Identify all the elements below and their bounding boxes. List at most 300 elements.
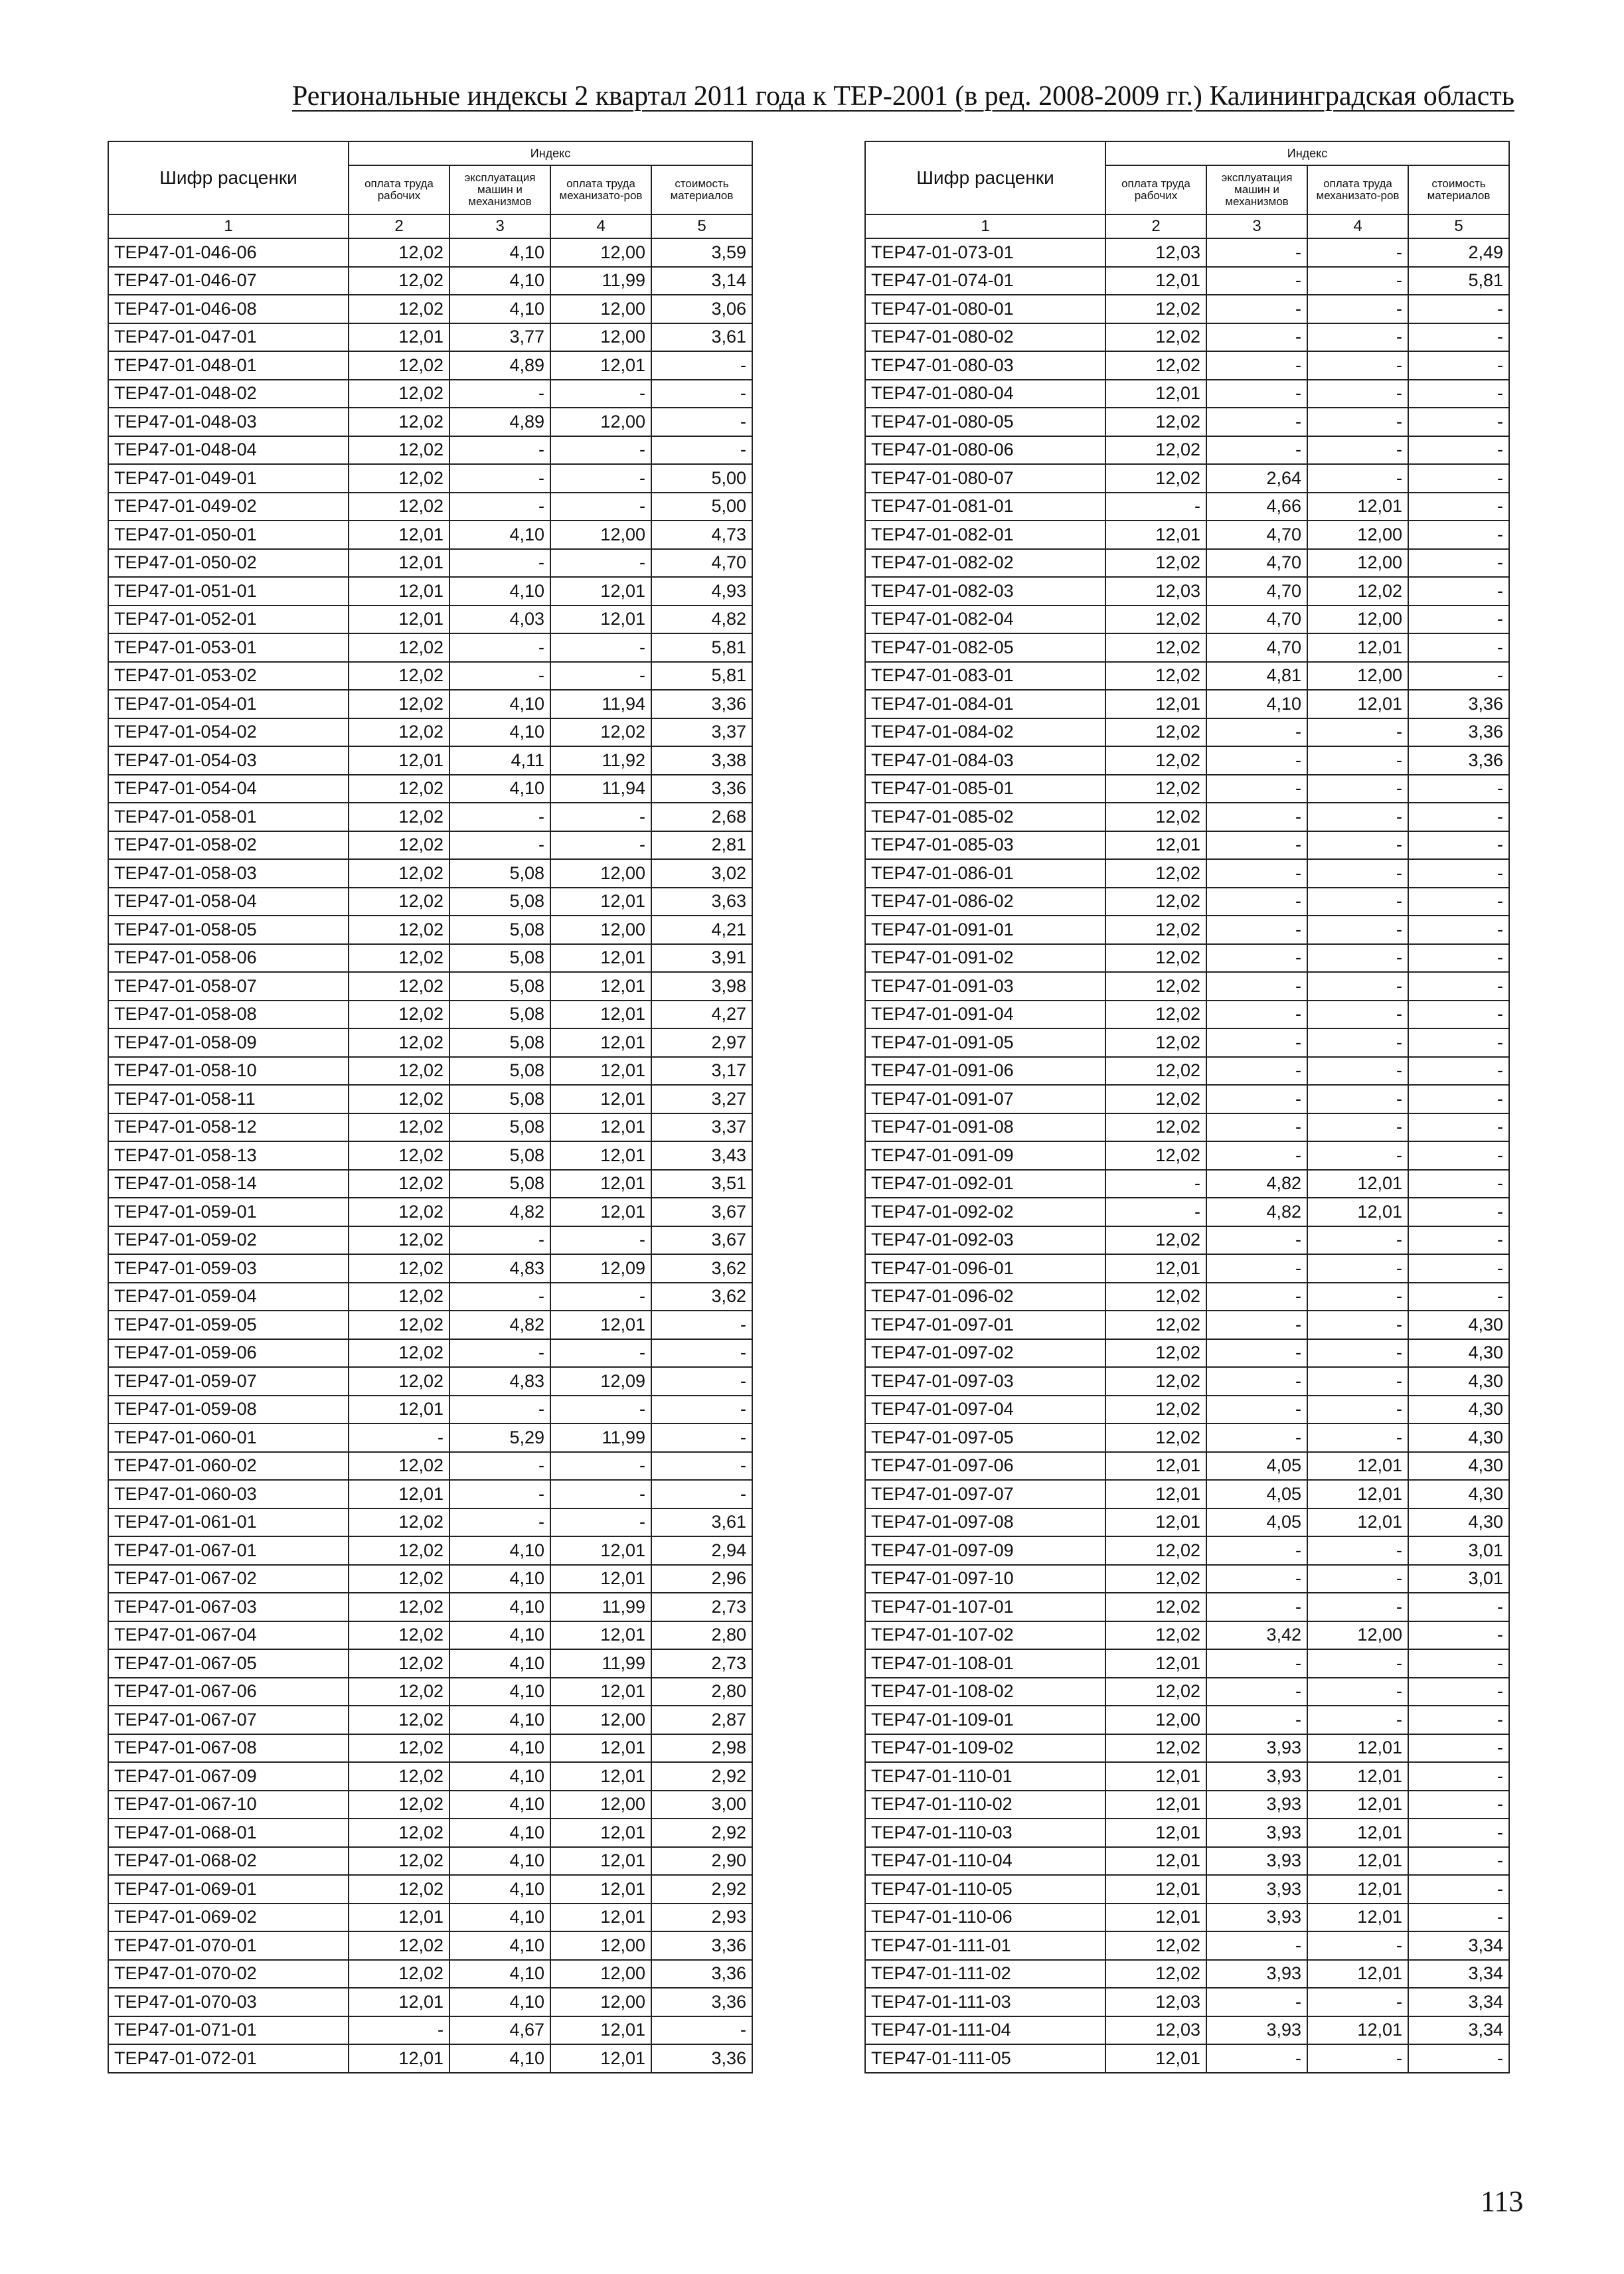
labor-index: 12,02 bbox=[1105, 408, 1206, 436]
mech-labor-index: 12,01 bbox=[550, 351, 651, 380]
rate-code: ТЕР47-01-110-03 bbox=[865, 1819, 1105, 1847]
rate-code: ТЕР47-01-110-04 bbox=[865, 1847, 1105, 1876]
materials-index: - bbox=[1408, 436, 1509, 465]
labor-index: 12,02 bbox=[1105, 1028, 1206, 1057]
header-labor: оплата труда рабочих bbox=[349, 165, 449, 214]
labor-index: 12,02 bbox=[349, 1170, 449, 1198]
machines-index: - bbox=[1206, 1931, 1307, 1960]
labor-index: 12,02 bbox=[349, 1113, 449, 1142]
rate-code: ТЕР47-01-067-09 bbox=[108, 1762, 349, 1791]
materials-index: - bbox=[1408, 1141, 1509, 1170]
rate-code: ТЕР47-01-091-01 bbox=[865, 916, 1105, 944]
table-row bbox=[108, 1536, 752, 1565]
rate-code: ТЕР47-01-059-02 bbox=[108, 1226, 349, 1255]
labor-index: 12,02 bbox=[1105, 1141, 1206, 1170]
machines-index: - bbox=[1206, 1311, 1307, 1339]
machines-index: - bbox=[1206, 1028, 1307, 1057]
labor-index: 12,02 bbox=[349, 408, 449, 436]
machines-index: 4,70 bbox=[1206, 606, 1307, 634]
machines-index: - bbox=[449, 1508, 550, 1537]
materials-index: 4,93 bbox=[651, 577, 752, 606]
labor-index: 12,02 bbox=[1105, 606, 1206, 634]
mech-labor-index: - bbox=[1307, 1649, 1408, 1678]
materials-index: 2,97 bbox=[651, 1028, 752, 1057]
mech-labor-index: 12,01 bbox=[550, 1678, 651, 1706]
rate-code: ТЕР47-01-059-05 bbox=[108, 1311, 349, 1339]
materials-index: 3,17 bbox=[651, 1057, 752, 1086]
materials-index: - bbox=[1408, 1085, 1509, 1113]
labor-index: 12,02 bbox=[1105, 1621, 1206, 1650]
machines-index: - bbox=[1206, 380, 1307, 408]
mech-labor-index: 12,01 bbox=[1307, 633, 1408, 662]
mech-labor-index: - bbox=[1307, 323, 1408, 352]
labor-index: 12,01 bbox=[1105, 1875, 1206, 1904]
materials-index: 3,36 bbox=[1408, 690, 1509, 718]
machines-index: - bbox=[1206, 238, 1307, 267]
labor-index: 12,02 bbox=[349, 1226, 449, 1255]
header-materials: стоимость материалов bbox=[1408, 165, 1509, 214]
machines-index: - bbox=[1206, 1396, 1307, 1424]
table-row bbox=[108, 803, 752, 831]
rate-code: ТЕР47-01-085-01 bbox=[865, 775, 1105, 803]
table-row bbox=[108, 1170, 752, 1198]
labor-index: 12,03 bbox=[1105, 577, 1206, 606]
materials-index: 3,63 bbox=[651, 888, 752, 916]
materials-index: 4,30 bbox=[1408, 1480, 1509, 1508]
mech-labor-index: - bbox=[1307, 1057, 1408, 1086]
machines-index: - bbox=[1206, 718, 1307, 747]
mech-labor-index: - bbox=[550, 803, 651, 831]
materials-index: - bbox=[1408, 1226, 1509, 1255]
column-number: 2 bbox=[349, 214, 449, 238]
labor-index: 12,02 bbox=[349, 972, 449, 1001]
machines-index: - bbox=[1206, 831, 1307, 860]
materials-index: - bbox=[1408, 493, 1509, 521]
machines-index: - bbox=[449, 380, 550, 408]
table-row bbox=[865, 1565, 1509, 1593]
materials-index: - bbox=[1408, 1113, 1509, 1142]
labor-index: 12,02 bbox=[1105, 1536, 1206, 1565]
table-row bbox=[865, 351, 1509, 380]
rate-code: ТЕР47-01-097-04 bbox=[865, 1396, 1105, 1424]
mech-labor-index: 12,01 bbox=[550, 1028, 651, 1057]
mech-labor-index: 12,01 bbox=[550, 2044, 651, 2073]
machines-index: - bbox=[1206, 1283, 1307, 1311]
machines-index: - bbox=[449, 493, 550, 521]
machines-index: 4,10 bbox=[449, 1875, 550, 1904]
rate-code: ТЕР47-01-060-02 bbox=[108, 1452, 349, 1481]
mech-labor-index: 11,94 bbox=[550, 690, 651, 718]
materials-index: - bbox=[1408, 606, 1509, 634]
labor-index: 12,02 bbox=[349, 1593, 449, 1621]
machines-index: 4,82 bbox=[1206, 1198, 1307, 1226]
materials-index: - bbox=[1408, 1254, 1509, 1283]
labor-index: 12,02 bbox=[349, 1452, 449, 1481]
labor-index: 12,01 bbox=[349, 521, 449, 549]
machines-index: - bbox=[1206, 1254, 1307, 1283]
rate-code: ТЕР47-01-058-06 bbox=[108, 944, 349, 973]
materials-index: - bbox=[1408, 1170, 1509, 1198]
labor-index: 12,02 bbox=[349, 1283, 449, 1311]
materials-index: 3,62 bbox=[651, 1254, 752, 1283]
materials-index: 3,67 bbox=[651, 1198, 752, 1226]
table-row bbox=[108, 1847, 752, 1876]
rate-code: ТЕР47-01-048-01 bbox=[108, 351, 349, 380]
mech-labor-index: 12,00 bbox=[550, 1960, 651, 1989]
labor-index: 12,02 bbox=[1105, 1593, 1206, 1621]
materials-index: 2,73 bbox=[651, 1649, 752, 1678]
mech-labor-index: - bbox=[1307, 1423, 1408, 1452]
machines-index: 4,10 bbox=[449, 1791, 550, 1819]
machines-index: - bbox=[449, 464, 550, 493]
rate-code: ТЕР47-01-050-02 bbox=[108, 549, 349, 578]
materials-index: - bbox=[1408, 775, 1509, 803]
machines-index: - bbox=[1206, 1001, 1307, 1029]
rate-code: ТЕР47-01-091-08 bbox=[865, 1113, 1105, 1142]
materials-index: - bbox=[1408, 1847, 1509, 1876]
table-row bbox=[108, 1028, 752, 1057]
materials-index: - bbox=[1408, 577, 1509, 606]
labor-index: 12,01 bbox=[1105, 267, 1206, 295]
table-row bbox=[865, 690, 1509, 718]
materials-index: - bbox=[1408, 662, 1509, 690]
mech-labor-index: 12,01 bbox=[1307, 1170, 1408, 1198]
machines-index: 4,05 bbox=[1206, 1508, 1307, 1537]
table-row bbox=[865, 1931, 1509, 1960]
mech-labor-index: 12,00 bbox=[1307, 549, 1408, 578]
machines-index: 3,42 bbox=[1206, 1621, 1307, 1650]
rate-code: ТЕР47-01-082-04 bbox=[865, 606, 1105, 634]
rate-code: ТЕР47-01-096-01 bbox=[865, 1254, 1105, 1283]
machines-index: - bbox=[1206, 1593, 1307, 1621]
labor-index: 12,02 bbox=[349, 1508, 449, 1537]
machines-index: 3,93 bbox=[1206, 1904, 1307, 1932]
labor-index: 12,02 bbox=[1105, 436, 1206, 465]
rate-code: ТЕР47-01-058-10 bbox=[108, 1057, 349, 1086]
materials-index: 3,38 bbox=[651, 746, 752, 775]
table-row bbox=[865, 1226, 1509, 1255]
rate-code: ТЕР47-01-058-11 bbox=[108, 1085, 349, 1113]
table-row bbox=[108, 521, 752, 549]
rate-code: ТЕР47-01-110-02 bbox=[865, 1791, 1105, 1819]
rate-code: ТЕР47-01-047-01 bbox=[108, 323, 349, 352]
labor-index: 12,03 bbox=[1105, 2016, 1206, 2045]
materials-index: 3,36 bbox=[1408, 746, 1509, 775]
table-row bbox=[865, 1283, 1509, 1311]
labor-index: 12,01 bbox=[349, 606, 449, 634]
materials-index: 4,30 bbox=[1408, 1367, 1509, 1396]
materials-index: - bbox=[1408, 972, 1509, 1001]
mech-labor-index: 12,00 bbox=[550, 521, 651, 549]
machines-index: 4,10 bbox=[449, 1762, 550, 1791]
column-number: 4 bbox=[1307, 214, 1408, 238]
rate-code: ТЕР47-01-058-07 bbox=[108, 972, 349, 1001]
materials-index: 3,51 bbox=[651, 1170, 752, 1198]
machines-index: 3,93 bbox=[1206, 1960, 1307, 1989]
rate-code: ТЕР47-01-080-01 bbox=[865, 295, 1105, 323]
labor-index: 12,02 bbox=[1105, 888, 1206, 916]
table-row bbox=[108, 1396, 752, 1424]
mech-labor-index: 12,00 bbox=[550, 1706, 651, 1734]
labor-index: - bbox=[1105, 1170, 1206, 1198]
table-row bbox=[108, 944, 752, 973]
rate-code: ТЕР47-01-049-02 bbox=[108, 493, 349, 521]
mech-labor-index: 12,00 bbox=[550, 295, 651, 323]
mech-labor-index: - bbox=[1307, 1085, 1408, 1113]
mech-labor-index: 12,01 bbox=[550, 1001, 651, 1029]
materials-index: 3,61 bbox=[651, 323, 752, 352]
rate-code: ТЕР47-01-081-01 bbox=[865, 493, 1105, 521]
rate-code: ТЕР47-01-048-04 bbox=[108, 436, 349, 465]
rate-code: ТЕР47-01-097-03 bbox=[865, 1367, 1105, 1396]
labor-index: 12,02 bbox=[349, 859, 449, 888]
labor-index: 12,03 bbox=[1105, 238, 1206, 267]
labor-index: 12,02 bbox=[1105, 1226, 1206, 1255]
machines-index: 4,10 bbox=[449, 238, 550, 267]
rate-code: ТЕР47-01-069-01 bbox=[108, 1875, 349, 1904]
mech-labor-index: 11,99 bbox=[550, 1423, 651, 1452]
materials-index: 5,81 bbox=[651, 662, 752, 690]
rate-code: ТЕР47-01-058-01 bbox=[108, 803, 349, 831]
rate-code: ТЕР47-01-092-02 bbox=[865, 1198, 1105, 1226]
materials-index: 2,92 bbox=[651, 1875, 752, 1904]
table-row bbox=[108, 1141, 752, 1170]
materials-index: 4,70 bbox=[651, 549, 752, 578]
machines-index: - bbox=[449, 1480, 550, 1508]
labor-index: 12,01 bbox=[349, 1988, 449, 2016]
table-row bbox=[865, 1085, 1509, 1113]
table-row bbox=[108, 1226, 752, 1255]
labor-index: 12,01 bbox=[349, 549, 449, 578]
table-row bbox=[108, 1311, 752, 1339]
materials-index: 2,80 bbox=[651, 1621, 752, 1650]
rate-code: ТЕР47-01-084-03 bbox=[865, 746, 1105, 775]
labor-index: 12,02 bbox=[349, 1678, 449, 1706]
labor-index: 12,02 bbox=[1105, 464, 1206, 493]
machines-index: 4,10 bbox=[449, 1931, 550, 1960]
labor-index: 12,02 bbox=[349, 295, 449, 323]
machines-index: 4,10 bbox=[449, 1988, 550, 2016]
mech-labor-index: 12,02 bbox=[550, 718, 651, 747]
labor-index: 12,01 bbox=[349, 1904, 449, 1932]
machines-index: - bbox=[1206, 972, 1307, 1001]
column-number: 1 bbox=[108, 214, 349, 238]
rate-code: ТЕР47-01-058-04 bbox=[108, 888, 349, 916]
mech-labor-index: 12,01 bbox=[550, 577, 651, 606]
materials-index: - bbox=[651, 436, 752, 465]
table-row bbox=[108, 267, 752, 295]
labor-index: 12,02 bbox=[349, 380, 449, 408]
rate-code: ТЕР47-01-091-07 bbox=[865, 1085, 1105, 1113]
rate-code: ТЕР47-01-052-01 bbox=[108, 606, 349, 634]
rate-code: ТЕР47-01-048-02 bbox=[108, 380, 349, 408]
rate-code: ТЕР47-01-060-03 bbox=[108, 1480, 349, 1508]
machines-index: - bbox=[449, 662, 550, 690]
materials-index: 3,34 bbox=[1408, 1988, 1509, 2016]
mech-labor-index: 12,00 bbox=[550, 238, 651, 267]
rate-code: ТЕР47-01-082-01 bbox=[865, 521, 1105, 549]
rate-code: ТЕР47-01-059-06 bbox=[108, 1339, 349, 1368]
table-row bbox=[108, 380, 752, 408]
table-row bbox=[865, 1367, 1509, 1396]
labor-index: 12,02 bbox=[1105, 549, 1206, 578]
column-number: 1 bbox=[865, 214, 1105, 238]
mech-labor-index: - bbox=[550, 1283, 651, 1311]
mech-labor-index: 12,01 bbox=[550, 1198, 651, 1226]
rate-code: ТЕР47-01-061-01 bbox=[108, 1508, 349, 1537]
labor-index: 12,01 bbox=[1105, 1508, 1206, 1537]
mech-labor-index: 12,01 bbox=[550, 1762, 651, 1791]
machines-index: - bbox=[449, 1339, 550, 1368]
machines-index: - bbox=[1206, 267, 1307, 295]
labor-index: 12,01 bbox=[349, 746, 449, 775]
rate-code: ТЕР47-01-086-01 bbox=[865, 859, 1105, 888]
table-row bbox=[108, 1621, 752, 1650]
mech-labor-index: - bbox=[1307, 238, 1408, 267]
labor-index: 12,01 bbox=[1105, 1649, 1206, 1678]
rate-code: ТЕР47-01-054-02 bbox=[108, 718, 349, 747]
materials-index: 4,30 bbox=[1408, 1423, 1509, 1452]
mech-labor-index: - bbox=[1307, 1226, 1408, 1255]
materials-index: - bbox=[651, 351, 752, 380]
rate-code: ТЕР47-01-058-03 bbox=[108, 859, 349, 888]
mech-labor-index: 12,01 bbox=[550, 1141, 651, 1170]
table-row bbox=[108, 1283, 752, 1311]
labor-index: 12,01 bbox=[349, 577, 449, 606]
labor-index: 12,02 bbox=[349, 775, 449, 803]
labor-index: 12,02 bbox=[1105, 1001, 1206, 1029]
machines-index: 4,10 bbox=[449, 1678, 550, 1706]
column-number: 3 bbox=[449, 214, 550, 238]
table-row bbox=[108, 1875, 752, 1904]
labor-index: 12,01 bbox=[1105, 1762, 1206, 1791]
rate-code: ТЕР47-01-072-01 bbox=[108, 2044, 349, 2073]
machines-index: - bbox=[449, 436, 550, 465]
table-row bbox=[865, 718, 1509, 747]
mech-labor-index: 12,01 bbox=[550, 1113, 651, 1142]
rate-code: ТЕР47-01-091-09 bbox=[865, 1141, 1105, 1170]
table-row bbox=[865, 1706, 1509, 1734]
table-row bbox=[108, 606, 752, 634]
machines-index: - bbox=[1206, 1085, 1307, 1113]
labor-index: 12,01 bbox=[349, 323, 449, 352]
labor-index: - bbox=[349, 1423, 449, 1452]
labor-index: 12,01 bbox=[1105, 1904, 1206, 1932]
mech-labor-index: - bbox=[550, 549, 651, 578]
labor-index: 12,02 bbox=[1105, 859, 1206, 888]
rate-code: ТЕР47-01-097-02 bbox=[865, 1339, 1105, 1368]
materials-index: - bbox=[651, 2016, 752, 2045]
materials-index: 4,30 bbox=[1408, 1396, 1509, 1424]
header-mech-labor: оплата труда механизато-ров bbox=[1307, 165, 1408, 214]
table-row bbox=[865, 1847, 1509, 1876]
mech-labor-index: - bbox=[1307, 1367, 1408, 1396]
machines-index: - bbox=[449, 1283, 550, 1311]
table-row bbox=[865, 1141, 1509, 1170]
labor-index: 12,01 bbox=[349, 1480, 449, 1508]
rate-code: ТЕР47-01-111-05 bbox=[865, 2044, 1105, 2073]
machines-index: 4,10 bbox=[449, 1649, 550, 1678]
table-row bbox=[865, 1028, 1509, 1057]
materials-index: - bbox=[1408, 1028, 1509, 1057]
rate-code: ТЕР47-01-070-02 bbox=[108, 1960, 349, 1989]
labor-index: 12,02 bbox=[349, 1085, 449, 1113]
rate-code: ТЕР47-01-111-03 bbox=[865, 1988, 1105, 2016]
materials-index: 3,59 bbox=[651, 238, 752, 267]
machines-index: 3,93 bbox=[1206, 1847, 1307, 1876]
machines-index: 5,08 bbox=[449, 1028, 550, 1057]
materials-index: - bbox=[1408, 1057, 1509, 1086]
table-row bbox=[108, 323, 752, 352]
table-row bbox=[108, 1057, 752, 1086]
rate-code: ТЕР47-01-067-03 bbox=[108, 1593, 349, 1621]
mech-labor-index: 12,01 bbox=[1307, 1480, 1408, 1508]
mech-labor-index: - bbox=[550, 1480, 651, 1508]
materials-index: 4,21 bbox=[651, 916, 752, 944]
labor-index: 12,02 bbox=[1105, 1678, 1206, 1706]
machines-index: 4,10 bbox=[449, 1593, 550, 1621]
machines-index: 5,29 bbox=[449, 1423, 550, 1452]
labor-index: 12,02 bbox=[349, 690, 449, 718]
rate-code: ТЕР47-01-107-02 bbox=[865, 1621, 1105, 1650]
table-row bbox=[865, 1819, 1509, 1847]
mech-labor-index: - bbox=[1307, 436, 1408, 465]
materials-index: 3,06 bbox=[651, 295, 752, 323]
rate-code: ТЕР47-01-070-03 bbox=[108, 1988, 349, 2016]
rate-code: ТЕР47-01-067-06 bbox=[108, 1678, 349, 1706]
rate-code: ТЕР47-01-067-04 bbox=[108, 1621, 349, 1650]
mech-labor-index: - bbox=[550, 464, 651, 493]
mech-labor-index: 12,00 bbox=[550, 1931, 651, 1960]
mech-labor-index: - bbox=[1307, 1283, 1408, 1311]
materials-index: - bbox=[651, 1367, 752, 1396]
materials-index: - bbox=[1408, 1904, 1509, 1932]
header-code: Шифр расценки bbox=[108, 141, 349, 214]
mech-labor-index: 12,02 bbox=[1307, 577, 1408, 606]
table-row bbox=[108, 295, 752, 323]
table-row bbox=[865, 380, 1509, 408]
table-row bbox=[108, 1734, 752, 1763]
table-row bbox=[108, 493, 752, 521]
table-row bbox=[865, 606, 1509, 634]
machines-index: 4,10 bbox=[449, 690, 550, 718]
labor-index: 12,02 bbox=[1105, 775, 1206, 803]
header-machines: эксплуатация машин и механизмов bbox=[449, 165, 550, 214]
rate-code: ТЕР47-01-051-01 bbox=[108, 577, 349, 606]
mech-labor-index: - bbox=[550, 380, 651, 408]
labor-index: 12,02 bbox=[1105, 1367, 1206, 1396]
materials-index: - bbox=[1408, 380, 1509, 408]
rate-code: ТЕР47-01-059-07 bbox=[108, 1367, 349, 1396]
machines-index: - bbox=[1206, 1113, 1307, 1142]
machines-index: 5,08 bbox=[449, 1001, 550, 1029]
rate-code: ТЕР47-01-080-02 bbox=[865, 323, 1105, 352]
machines-index: - bbox=[449, 549, 550, 578]
rate-code: ТЕР47-01-107-01 bbox=[865, 1593, 1105, 1621]
mech-labor-index: 11,92 bbox=[550, 746, 651, 775]
labor-index: 12,02 bbox=[1105, 1960, 1206, 1989]
machines-index: 5,08 bbox=[449, 1141, 550, 1170]
labor-index: 12,01 bbox=[349, 2044, 449, 2073]
machines-index: 4,10 bbox=[449, 1734, 550, 1763]
mech-labor-index: - bbox=[1307, 1593, 1408, 1621]
materials-index: 3,37 bbox=[651, 718, 752, 747]
table-row bbox=[108, 1198, 752, 1226]
mech-labor-index: - bbox=[550, 1226, 651, 1255]
labor-index: 12,01 bbox=[1105, 1791, 1206, 1819]
rate-code: ТЕР47-01-109-02 bbox=[865, 1734, 1105, 1763]
materials-index: 2,98 bbox=[651, 1734, 752, 1763]
